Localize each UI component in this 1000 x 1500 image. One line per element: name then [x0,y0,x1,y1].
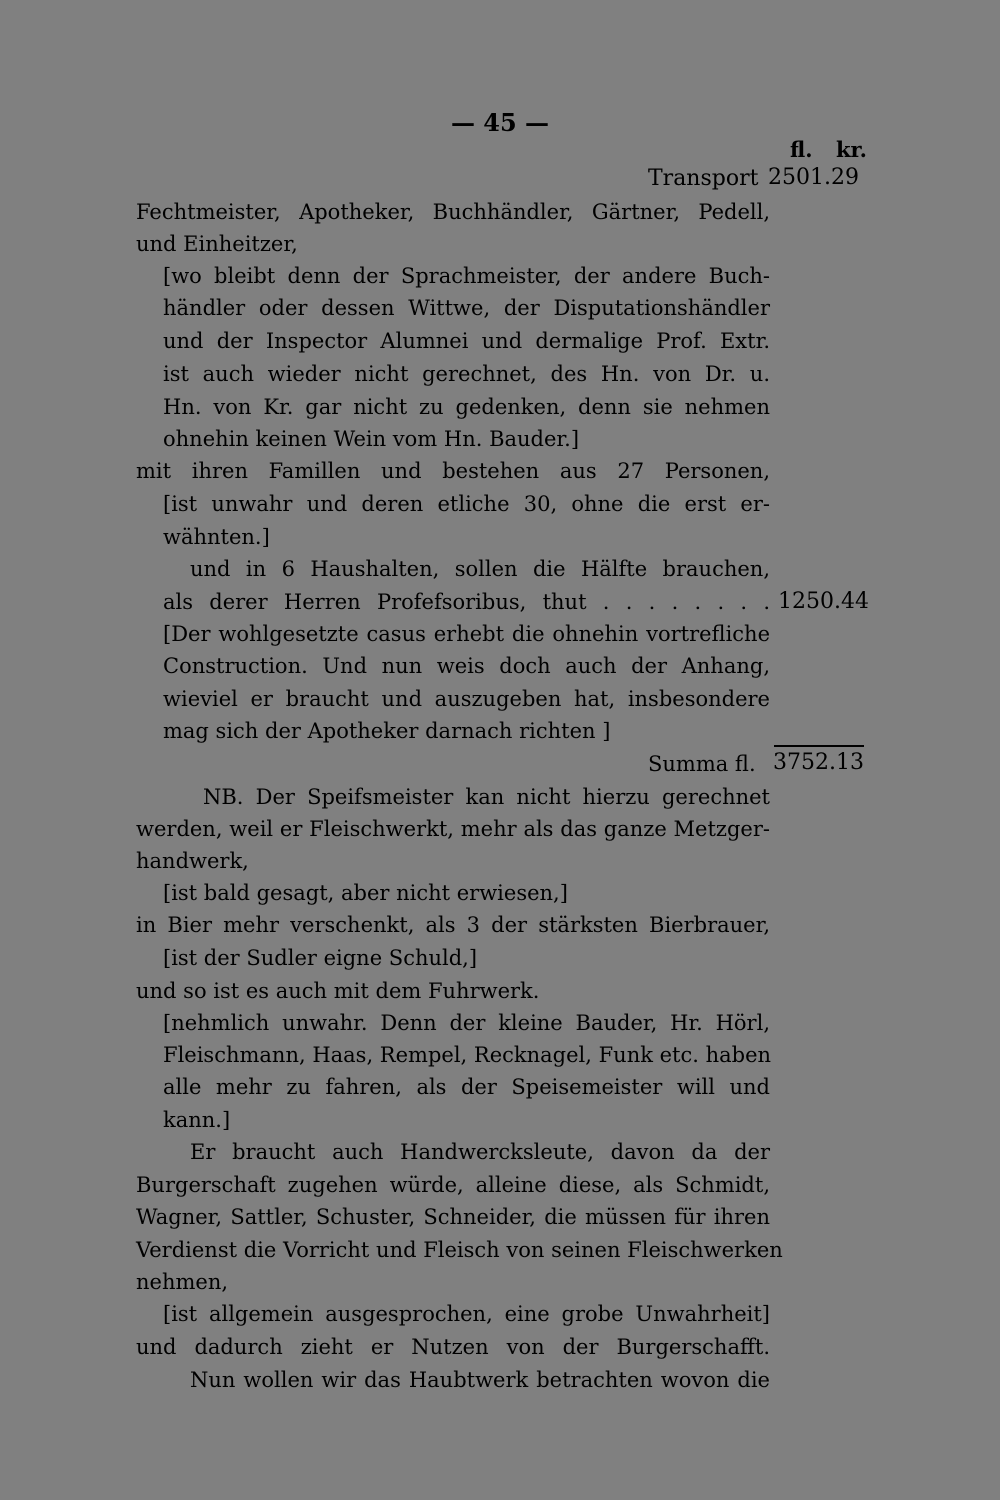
text-line: in Bier mehr verschenkt, als 3 der stärksten Bierbrauer, [136,913,770,937]
text-line: ist auch wieder nicht gerechnet, des Hn. von Dr. u. [163,362,770,386]
text-line: Hn. von Kr. gar nicht zu gedenken, denn sie nehmen [163,395,770,419]
text-line: Fleischmann, Haas, Rempel, Recknagel, Funk etc. haben [163,1043,772,1067]
text-line: mit ihren Famillen und bestehen aus 27 Personen, [136,459,770,483]
text-line: alle mehr zu fahren, als der Speisemeister will und [163,1075,770,1099]
text-line: wähnten.] [163,525,270,549]
transport-amount: 2501.29 [768,165,859,190]
text-line: [nehmlich unwahr. Denn der kleine Bauder, Hr. Hörl, [163,1011,770,1035]
text-line: [Der wohlgesetzte casus erhebt die ohnehin vortrefliche [163,622,770,646]
text-line: als derer Herren Profefsoribus, thut . . . . . . . . [163,590,770,614]
summa-rule [774,745,864,747]
text-line: Construction. Und nun weis doch auch der Anhang, [163,654,770,678]
text-line: Burgerschaft zugehen würde, alleine diese, als Schmidt, [136,1173,770,1197]
text-line: wieviel er braucht und auszugeben hat, insbesondere [163,687,770,711]
text-line: und so ist es auch mit dem Fuhrwerk. [136,979,540,1003]
text-line: [wo bleibt denn der Sprachmeister, der andere Buch- [163,264,770,288]
text-line: ohnehin keinen Wein vom Hn. Bauder.] [163,427,580,451]
text-line: [ist allgemein ausgesprochen, eine grobe Unwahrheit] [163,1302,770,1326]
text-line: Fechtmeister, Apotheker, Buchhändler, Gärtner, Pedell, [136,200,770,224]
amount-1250: 1250.44 [778,589,869,614]
text-line: nehmen, [136,1270,229,1294]
text-line: werden, weil er Fleischwerkt, mehr als das ganze Metzger- [136,817,770,841]
text-line: und Einheitzer, [136,232,298,256]
transport-label: Transport [648,166,759,191]
text-line: Nun wollen wir das Haubtwerk betrachten wovon die [190,1368,770,1392]
page-number: — 45 — [450,108,550,137]
text-line: und in 6 Haushalten, sollen die Hälfte brauchen, [190,557,770,581]
text-line: Verdienst die Vorricht und Fleisch von seinen Fleischwerken [136,1238,783,1262]
summa-label: Summa fl. [648,752,756,776]
text-line: und dadurch zieht er Nutzen von der Burgerschafft. [136,1335,770,1359]
text-line: [ist unwahr und deren etliche 30, ohne die erst er- [163,492,770,516]
text-line: händler oder dessen Wittwe, der Disputationshändler [163,296,770,320]
text-line: kann.] [163,1108,231,1132]
text-line: und der Inspector Alumnei und dermalige Prof. Extr. [163,329,770,353]
text-line: handwerk, [136,849,249,873]
text-line: NB. Der Speifsmeister kan nicht hierzu gerechnet [203,785,770,809]
column-header-kr: kr. [836,137,867,162]
text-line: [ist der Sudler eigne Schuld,] [163,946,478,970]
column-header-fl: fl. [790,137,813,162]
text-line: Er braucht auch Handwercksleute, davon da der [190,1140,770,1164]
summa-amount: 3752.13 [773,750,864,775]
text-line: Wagner, Sattler, Schuster, Schneider, die müssen für ihren [136,1205,770,1229]
text-line: mag sich der Apotheker darnach richten ] [163,719,611,743]
text-line: [ist bald gesagt, aber nicht erwiesen,] [163,881,568,905]
